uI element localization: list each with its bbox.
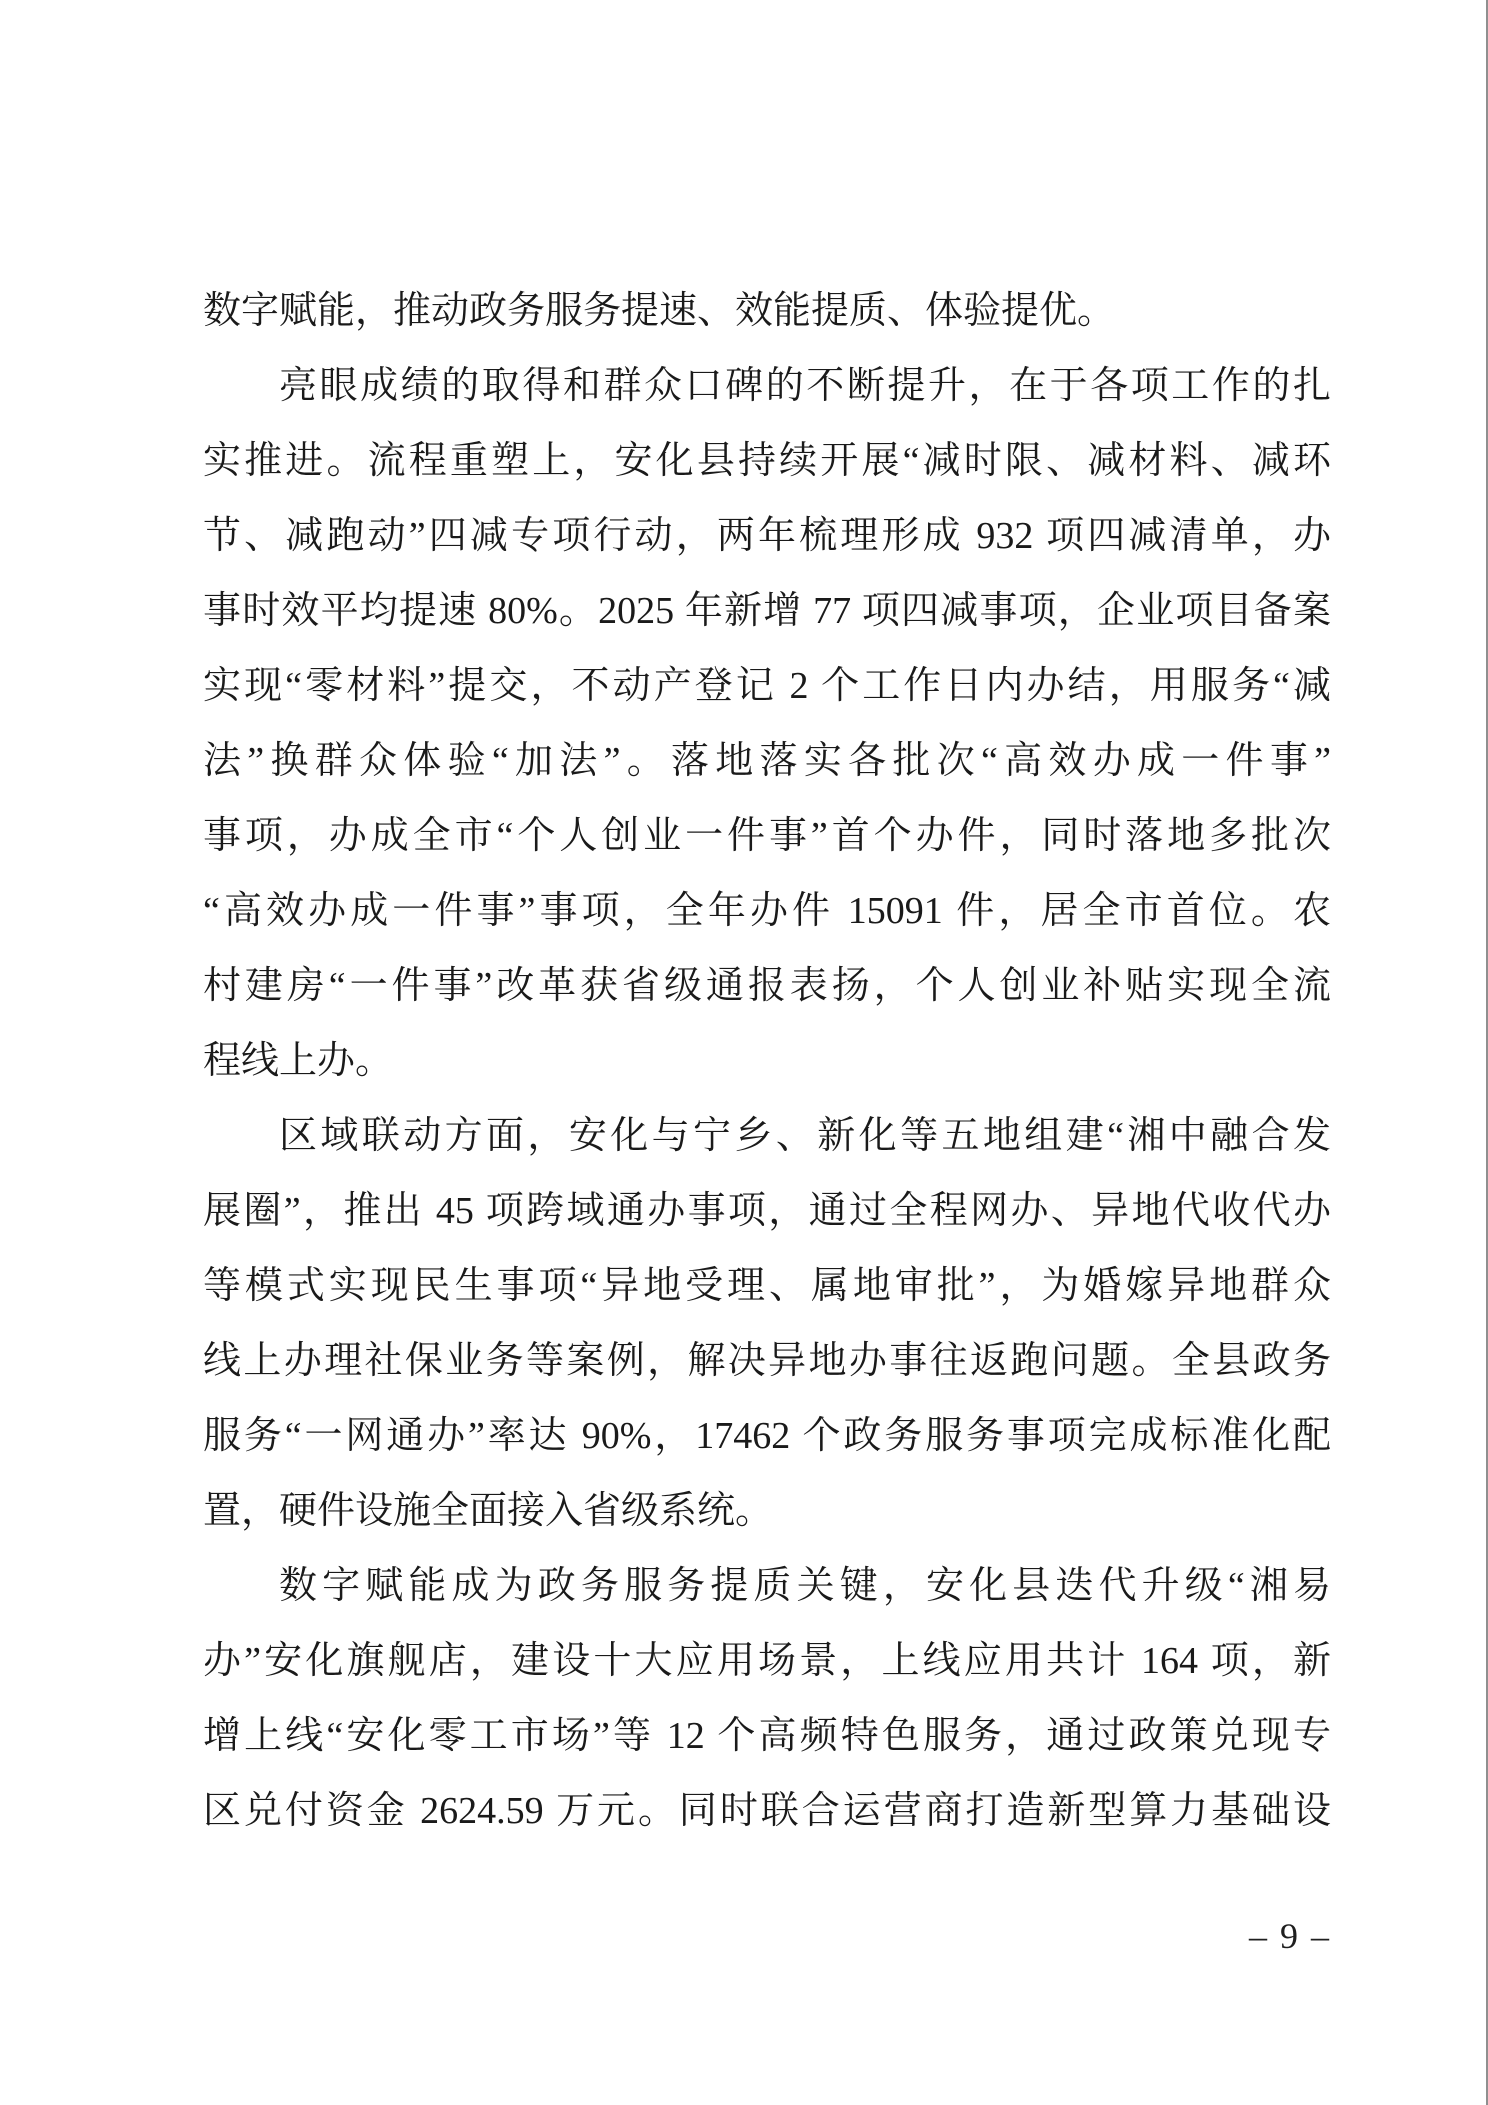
text-line: 线上办理社保业务等案例，解决异地办事往返跑问题。全县政务 — [203, 1340, 1331, 1382]
text-line: 置，硬件设施全面接入省级系统。 — [203, 1490, 774, 1532]
text-line: 区域联动方面，安化与宁乡、新化等五地组建“湘中融合发 — [279, 1115, 1331, 1157]
text-line: 实推进。流程重塑上，安化县持续开展“减时限、减材料、减环 — [203, 440, 1331, 482]
page-number: – 9 – — [1249, 1916, 1331, 1956]
text-line: 程线上办。 — [203, 1040, 394, 1082]
text-line: 亮眼成绩的取得和群众口碑的不断提升，在于各项工作的扎 — [279, 365, 1331, 407]
text-line: 增上线“安化零工市场”等 12 个高频特色服务，通过政策兑现专 — [203, 1715, 1331, 1757]
text-line: 法”换群众体验“加法”。落地落实各批次“高效办成一件事” — [203, 740, 1331, 782]
text-line: 等模式实现民生事项“异地受理、属地审批”，为婚嫁异地群众 — [203, 1265, 1331, 1307]
text-line: 事时效平均提速 80%。2025 年新增 77 项四减事项，企业项目备案 — [203, 590, 1331, 632]
text-line: 节、减跑动”四减专项行动，两年梳理形成 932 项四减清单，办 — [203, 515, 1331, 557]
text-line: 事项，办成全市“个人创业一件事”首个办件，同时落地多批次 — [203, 815, 1331, 857]
text-line: 实现“零材料”提交，不动产登记 2 个工作日内办结，用服务“减 — [203, 665, 1331, 707]
text-line: 村建房“一件事”改革获省级通报表扬，个人创业补贴实现全流 — [203, 965, 1331, 1007]
text-line: 数字赋能，推动政务服务提速、效能提质、体验提优。 — [203, 290, 1116, 332]
document-body — [203, 274, 1331, 1849]
text-line: 服务“一网通办”率达 90%，17462 个政务服务事项完成标准化配 — [203, 1415, 1331, 1457]
text-line: 区兑付资金 2624.59 万元。同时联合运营商打造新型算力基础设 — [203, 1790, 1331, 1832]
text-line: “高效办成一件事”事项，全年办件 15091 件，居全市首位。农 — [203, 890, 1331, 932]
text-line: 办”安化旗舰店，建设十大应用场景，上线应用共计 164 项，新 — [203, 1640, 1331, 1682]
text-line: 展圈”，推出 45 项跨域通办事项，通过全程网办、异地代收代办 — [203, 1190, 1331, 1232]
text-line: 数字赋能成为政务服务提质关键，安化县迭代升级“湘易 — [279, 1565, 1331, 1607]
